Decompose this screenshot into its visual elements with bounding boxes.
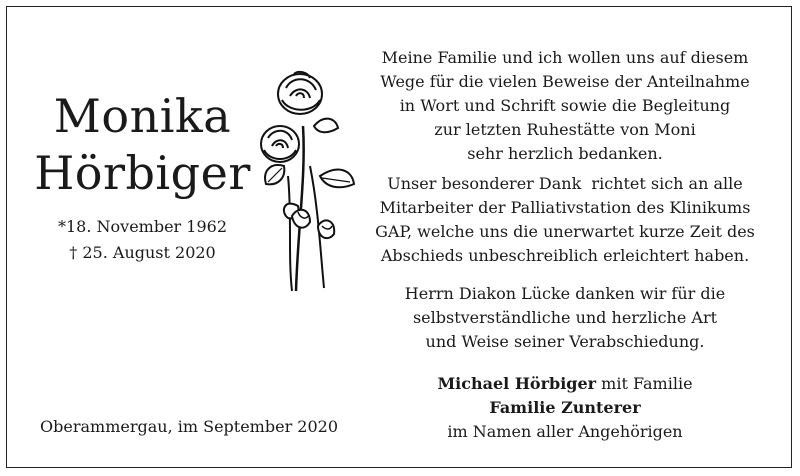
thanks-paragraph-3 — [365, 282, 765, 354]
birth-date: *18. November 1962 — [57, 217, 227, 236]
text-line: sehr herzlich bedanken. — [467, 144, 663, 163]
text-line: Unser besonderer Dank richtet sich an alle — [387, 174, 743, 193]
signature-name-1-suffix: mit Familie — [596, 374, 693, 393]
signature-line-1 — [365, 372, 765, 396]
text-line: GAP, welche uns die unerwartet kurze Zeit des — [375, 222, 755, 241]
signature-name-1: Michael Hörbiger — [437, 374, 597, 393]
text-line: zur letzten Ruhestätte von Moni — [434, 120, 696, 139]
text-line: Mitarbeiter der Palliativstation des Klinikums — [379, 198, 751, 217]
signature-line-3: im Namen aller Angehörigen — [447, 422, 683, 441]
signature-name-2: Familie Zunterer — [489, 398, 641, 417]
signature-block — [365, 372, 765, 444]
rose-icon — [258, 66, 358, 296]
death-date: † 25. August 2020 — [69, 243, 216, 262]
text-line: in Wort und Schrift sowie die Begleitung — [399, 96, 731, 115]
thanks-paragraph-1 — [365, 46, 765, 166]
deceased-last-name: Hörbiger — [34, 146, 251, 200]
thanks-paragraph-2 — [365, 172, 765, 268]
text-line: Herrn Diakon Lücke danken wir für die — [404, 284, 726, 303]
text-line: Abschieds unbeschreiblich erleichtert haben. — [380, 246, 750, 265]
place-date: Oberammergau, im September 2020 — [40, 417, 339, 436]
text-line: Meine Familie und ich wollen uns auf diesem — [381, 48, 749, 67]
life-dates — [40, 214, 245, 266]
text-line: selbstverständliche und herzliche Art — [412, 308, 718, 327]
text-line: und Weise seiner Verabschiedung. — [425, 332, 705, 351]
deceased-first-name: Monika — [53, 89, 232, 143]
text-line: Wege für die vielen Beweise der Anteilnahme — [380, 72, 750, 91]
